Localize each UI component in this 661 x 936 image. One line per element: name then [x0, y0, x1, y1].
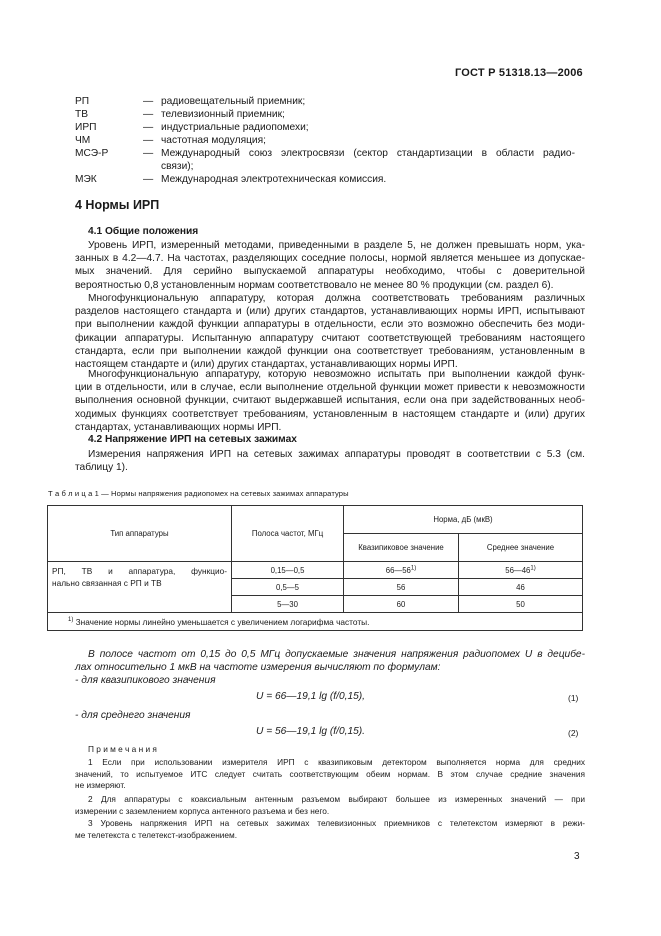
- paragraph-line: при выполнении каждой функции аппаратуры в отдельности, если это возможно обеспечить без моди-: [75, 319, 585, 331]
- paragraph-line: В полосе частот от 0,15 до 0,5 МГц допускаемые значения напряжения радиопомех U в децибе-: [88, 649, 585, 660]
- notes-title: П р и м е ч а н и я: [88, 744, 157, 754]
- header-cell-norm: Норма, дБ (мкВ): [344, 506, 583, 534]
- abbreviation-dash: —: [143, 174, 154, 185]
- avg-value: 56—46: [505, 565, 531, 575]
- table-row: [48, 562, 583, 579]
- paragraph-line: Уровень ИРП, измеренный методами, приведенными в разделе 5, не должен превышать норм, ука-: [88, 240, 585, 251]
- table-footnote-row: [48, 613, 583, 631]
- abbreviation-dash: —: [143, 109, 154, 120]
- note: [75, 794, 585, 817]
- subsection-heading: 4.1 Общие положения: [88, 226, 199, 237]
- paragraph-line: вероятностью 0,8 установленным нормам соответствовало не менее 80 % продукции (см. раздел 6).: [75, 279, 554, 291]
- note-line: ме телетекста с телетекст-изображением.: [75, 829, 238, 840]
- header-cell-avg: Среднее значение: [459, 534, 583, 562]
- abbreviation-row: [75, 108, 575, 121]
- formula-label-avg: - для среднего значения: [75, 710, 191, 721]
- abbreviation-row: [75, 134, 575, 147]
- avg-cell: [459, 562, 583, 579]
- footnote-mark: 1): [68, 616, 74, 623]
- formula-avg: U = 56—19,1 lg (f/0,15).: [256, 726, 366, 737]
- qp-cell: 56: [344, 579, 459, 596]
- abbreviation-dash: —: [143, 122, 154, 133]
- abbreviation-key: МЭК: [75, 174, 97, 185]
- norms-table: [47, 505, 583, 631]
- qp-cell: 60: [344, 596, 459, 613]
- abbreviation-key: МСЭ-Р: [75, 148, 109, 159]
- type-line: нально связанная с РП и ТВ: [52, 578, 162, 588]
- table-header-row: [48, 506, 583, 534]
- abbreviation-key: ТВ: [75, 109, 89, 120]
- header-cell-qp: Квазипиковое значение: [344, 534, 459, 562]
- paragraph-line: ходимых функциях соответствует требованиям, установленным в настоящем стандарте и (или) других: [75, 408, 585, 420]
- band-cell: 0,15—0,5: [232, 562, 344, 579]
- abbreviation-row: [75, 95, 575, 108]
- abbreviation-text: [161, 147, 575, 173]
- type-cell: [48, 562, 232, 613]
- note-line: не измеряют.: [75, 780, 126, 791]
- abbreviation-key: ЧМ: [75, 135, 91, 146]
- paragraph-line: настоящем стандарте и (или) других стандартах, устанавливающих нормы ИРП.: [75, 358, 458, 370]
- paragraph-line: лах относительно 1 мкВ на частоте измерения вычисляют по формулам:: [75, 662, 441, 674]
- paragraph: [75, 239, 585, 292]
- formula-label-qp: - для квазипикового значения: [75, 675, 216, 686]
- qp-cell: [344, 562, 459, 579]
- avg-cell: 46: [459, 579, 583, 596]
- section-heading: 4 Нормы ИРП: [75, 198, 160, 212]
- formula-number: (1): [568, 693, 579, 703]
- header-cell-type: Тип аппаратуры: [48, 506, 232, 562]
- paragraph-line: занных в 4.2—4.7. На частотах, разделяющих соседние полосы, нормой является меньшее из допускае-: [75, 253, 585, 265]
- abbreviation-dash: —: [143, 135, 154, 146]
- qp-value: 66—56: [385, 565, 411, 575]
- page-number: 3: [574, 851, 580, 862]
- paragraph-line: мых значений. Для серийно выпускаемой аппаратуры необходимо, чтобы с доверительной: [75, 266, 585, 278]
- paragraph-line: Многофункциональную аппаратуру, которая должна соответствовать требованиям различных: [88, 293, 585, 304]
- formula-intro: [75, 648, 585, 674]
- abbreviation-text-line: Международный союз электросвязи (сектор стандартизации в области радио-: [161, 148, 575, 159]
- abbreviation-key: ИРП: [75, 122, 97, 133]
- paragraph-line: фикации аппаратуры. Испытанную аппаратуру считают соответствующей требованиям настоящего: [75, 332, 585, 344]
- note-line: измерении с заземлением корпуса антенного разъема и без него.: [75, 805, 330, 816]
- paragraph: [75, 292, 585, 371]
- abbreviation-text: Международная электротехническая комиссия.: [161, 174, 387, 185]
- paragraph-line: ции в отдельности, или в случае, если выполнение отдельной функции может привести к невозможности: [75, 382, 585, 394]
- avg-cell: 50: [459, 596, 583, 613]
- subsection-heading: 4.2 Напряжение ИРП на сетевых зажимах: [88, 434, 297, 445]
- paragraph-line: выполнения основной функции, считают выдержавшей испытания, если она при задействованных необ-: [75, 395, 585, 407]
- abbreviation-text: радиовещательный приемник;: [161, 96, 306, 107]
- band-cell: 0,5—5: [232, 579, 344, 596]
- paragraph-line: разделов настоящего стандарта и (или) других стандартов, устанавливающих нормы ИРП, испытывают: [75, 306, 585, 318]
- paragraph-line: таблицу 1).: [75, 462, 128, 474]
- footnote-mark: 1): [410, 564, 417, 571]
- header-cell-band: Полоса частот, МГц: [232, 506, 344, 562]
- note: [75, 818, 585, 841]
- abbreviation-dash: —: [143, 148, 154, 159]
- abbreviation-text: индустриальные радиопомехи;: [161, 122, 309, 133]
- document-code: ГОСТ Р 51318.13—2006: [455, 67, 583, 79]
- type-line: РП, ТВ и аппаратура, функцио-: [52, 566, 227, 576]
- abbreviation-text: телевизионный приемник;: [161, 109, 285, 120]
- paragraph: [75, 448, 585, 474]
- note-line: значений, то испытуемое ИТС следует считать соответствующим обеим нормам. В этом случае средние значения: [75, 768, 585, 779]
- footnote-mark: 1): [530, 564, 536, 571]
- paragraph-line: Измерения напряжения ИРП на сетевых зажимах аппаратуры проводят в соответствии с 5.3 (см.: [88, 449, 585, 460]
- abbreviation-row: [75, 147, 575, 173]
- footnote-text: Значение нормы линейно уменьшается с увеличением логарифма частоты.: [75, 616, 370, 627]
- note-line: 3 Уровень напряжения ИРП на сетевых зажимах телевизионных приемников с телетекстом измеряют в режи-: [88, 818, 585, 828]
- paragraph-line: стандарта, если при выполнении каждой функции она соответствует требованиям, установленным в: [75, 345, 585, 357]
- abbreviation-row: [75, 173, 575, 186]
- formula-number: (2): [568, 728, 579, 738]
- note-line: 1 Если при использовании измерителя ИРП с квазипиковым детектором выполняется норма для средних: [88, 757, 585, 767]
- note: [75, 757, 585, 792]
- note-line: 2 Для аппаратуры с коаксиальным антенным разъемом выбирают большее из измеренных значений — при: [88, 794, 585, 804]
- paragraph-line: стандартах, устанавливающих нормы ИРП.: [75, 421, 282, 433]
- abbreviation-dash: —: [143, 96, 154, 107]
- table-caption: Т а б л и ц а 1 — Нормы напряжения радиопомех на сетевых зажимах аппаратуры: [48, 489, 349, 498]
- band-cell: 5—30: [232, 596, 344, 613]
- formula-qp: U = 66—19,1 lg (f/0,15),: [256, 691, 366, 702]
- paragraph: [75, 368, 585, 434]
- footnote-cell: [48, 613, 583, 631]
- abbreviation-text: частотная модуляция;: [161, 135, 266, 146]
- paragraph-line: Многофункциональную аппаратуру, которую невозможно испытать при выполнении каждой функ-: [88, 369, 585, 380]
- abbreviation-text-line: связи);: [161, 161, 194, 172]
- abbreviation-row: [75, 121, 575, 134]
- abbreviation-key: РП: [75, 96, 90, 107]
